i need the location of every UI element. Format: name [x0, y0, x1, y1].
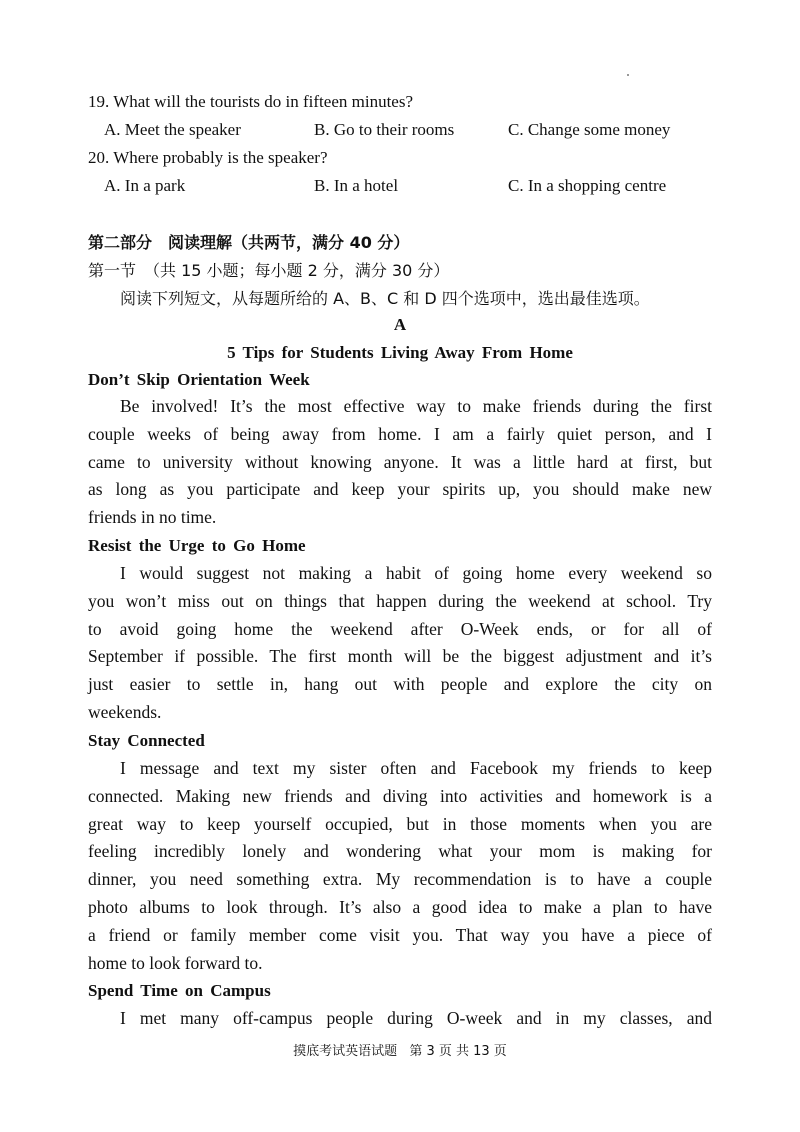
body-line: weekends.: [88, 701, 162, 722]
q19-option-c: C. Change some money: [508, 120, 671, 139]
body-line: friends in no time.: [88, 507, 217, 528]
passage-title: 5 Tips for Students Living Away From Home: [227, 343, 573, 362]
body-line: just easier to settle in, hang out with people and explore the city on: [88, 674, 712, 695]
section-heading: Don’t Skip Orientation Week: [88, 370, 310, 389]
body-line: I message and text my sister often and Facebook my friends to keep: [120, 758, 712, 778]
footer-exam-name: 摸底考试英语试题: [293, 1044, 398, 1059]
body-line: I would suggest not making a habit of going home every weekend so: [120, 563, 712, 583]
body-line: came to university without knowing anyone. It was a little hard at first, but: [88, 451, 712, 472]
q20-option-c: C. In a shopping centre: [508, 176, 667, 195]
section-heading: Resist the Urge to Go Home: [88, 536, 306, 555]
scan-speck: [627, 74, 629, 76]
section1-title: 第一节 （共 15 小题；每小题 2 分，满分 30 分）: [88, 261, 450, 280]
section-body: [88, 560, 712, 727]
body-line: feeling incredibly lonely and wondering what your mom is making for: [88, 841, 712, 862]
body-line: photo albums to look through. It’s also a good idea to make a plan to have: [88, 896, 712, 917]
section-heading: Stay Connected: [88, 731, 205, 750]
body-line: I met many off-campus people during O-week and in my classes, and: [120, 1008, 712, 1028]
body-line: great way to keep yourself occupied, but in those moments when you are: [88, 813, 712, 834]
question-19: 19. What will the tourists do in fifteen minutes?: [88, 92, 413, 111]
body-line: home to look forward to.: [88, 952, 263, 973]
body-line: you won’t miss out on things that happen during the weekend at school. Try: [88, 590, 712, 611]
passage-letter: A: [393, 315, 407, 334]
body-line: as long as you participate and keep your spirits up, you should make new: [88, 479, 712, 500]
q19-option-b: B. Go to their rooms: [314, 120, 455, 139]
q20-option-b: B. In a hotel: [314, 176, 399, 195]
reading-instruction: 阅读下列短文，从每题所给的 A、B、C 和 D 四个选项中，选出最佳选项。: [120, 289, 650, 308]
page-footer: [0, 1040, 800, 1059]
body-line: connected. Making new friends and diving into activities and homework is a: [88, 785, 712, 806]
body-line: Be involved! It’s the most effective way to make friends during the first: [120, 396, 712, 416]
question-20: 20. Where probably is the speaker?: [88, 148, 328, 167]
body-line: to avoid going home the weekend after O-Week ends, or for all of: [88, 618, 712, 639]
section-body: [88, 755, 712, 977]
section-body: [88, 393, 712, 532]
section-heading: Spend Time on Campus: [88, 981, 271, 1000]
section-body: [88, 1005, 712, 1033]
body-line: a friend or family member come visit you. That way you have a piece of: [88, 924, 712, 945]
body-line: dinner, you need something extra. My recommendation is to have a couple: [88, 869, 712, 890]
body-line: couple weeks of being away from home. I am a fairly quiet person, and I: [88, 423, 712, 444]
part2-title: 第二部分 阅读理解（共两节，满分 40 分）: [88, 233, 410, 252]
footer-page-number: 第 3 页 共 13 页: [409, 1044, 507, 1059]
q20-option-a: A. In a park: [104, 176, 186, 195]
body-line: September if possible. The first month will be the biggest adjustment and it’s: [88, 646, 712, 667]
q19-option-a: A. Meet the speaker: [104, 120, 241, 139]
